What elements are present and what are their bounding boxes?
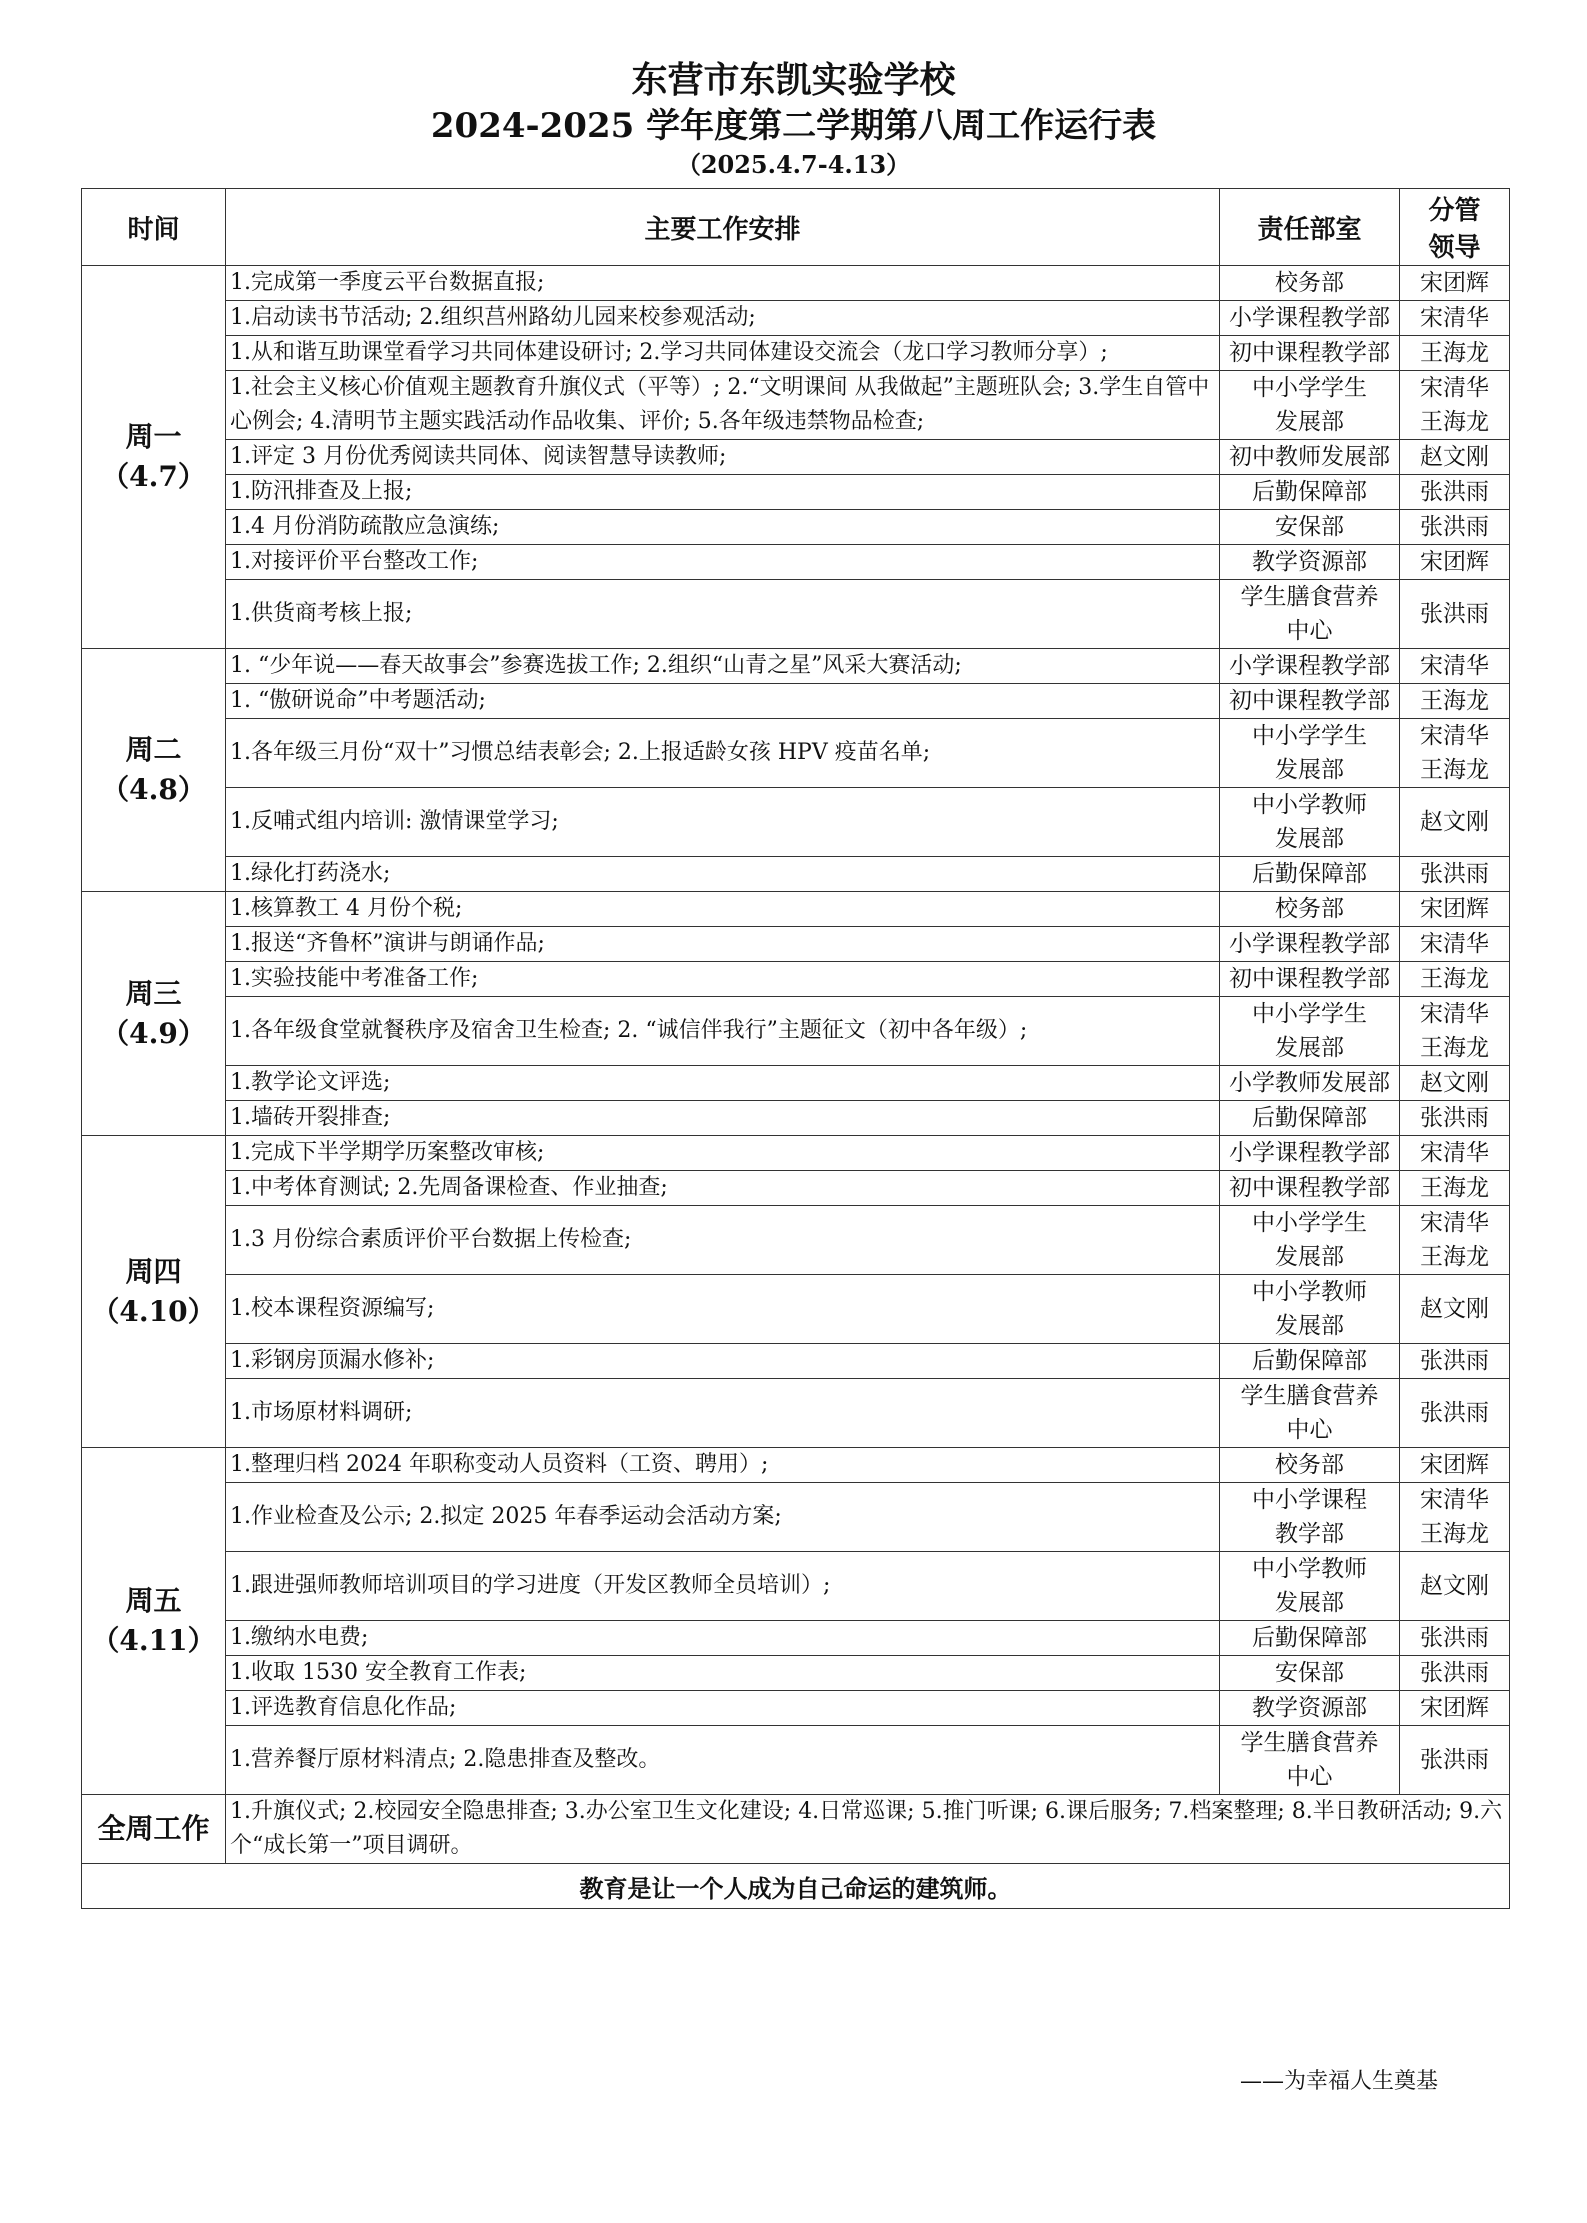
leader-line: 宋清华 [1420, 1001, 1489, 1027]
dept-cell [1220, 962, 1400, 997]
table-row [82, 684, 1510, 719]
leader-line: 王海龙 [1420, 1521, 1489, 1547]
leader-line: 王海龙 [1420, 1035, 1489, 1061]
leader-cell [1400, 1066, 1510, 1101]
schedule-body [82, 266, 1510, 1909]
leader-cell [1400, 719, 1510, 788]
leader-line: 宋清华 [1420, 375, 1489, 401]
task-cell: 1.彩钢房顶漏水修补; [226, 1344, 1220, 1379]
table-row [82, 336, 1510, 371]
col-header-time: 时间 [82, 189, 226, 266]
dept-cell [1220, 371, 1400, 440]
dept-cell [1220, 510, 1400, 545]
day-cell [82, 266, 226, 649]
dept-line: 发展部 [1275, 1244, 1344, 1270]
col-header-leader [1400, 189, 1510, 266]
leader-cell [1400, 266, 1510, 301]
table-row [82, 580, 1510, 649]
day-cell [82, 1136, 226, 1448]
table-row [82, 1171, 1510, 1206]
leader-cell [1400, 440, 1510, 475]
leader-line: 张洪雨 [1420, 514, 1489, 540]
day-date: （4.10） [91, 1294, 216, 1328]
table-row [82, 545, 1510, 580]
leader-cell [1400, 510, 1510, 545]
leader-cell [1400, 1726, 1510, 1795]
leader-cell [1400, 475, 1510, 510]
dept-cell [1220, 1066, 1400, 1101]
table-row [82, 1621, 1510, 1656]
dept-line: 小学课程教学部 [1229, 305, 1390, 331]
dept-line: 中小学学生 [1252, 1210, 1367, 1236]
leader-line: 宋清华 [1420, 653, 1489, 679]
leader-line: 王海龙 [1420, 1244, 1489, 1270]
leader-line: 宋清华 [1420, 305, 1489, 331]
dept-cell [1220, 892, 1400, 927]
dept-line: 小学课程教学部 [1229, 931, 1390, 957]
task-cell: 1.评定 3 月份优秀阅读共同体、阅读智慧导读教师; [226, 440, 1220, 475]
task-cell: 1.4 月份消防疏散应急演练; [226, 510, 1220, 545]
dept-line: 中小学教师 [1252, 1556, 1367, 1582]
table-row [82, 1726, 1510, 1795]
day-date: （4.11） [91, 1624, 216, 1657]
dept-cell [1220, 857, 1400, 892]
dept-line: 中小学教师 [1252, 1279, 1367, 1305]
day-label: 周三 [125, 976, 182, 1010]
day-date: （4.8） [101, 773, 206, 806]
leader-cell [1400, 1691, 1510, 1726]
task-cell: 1.教学论文评选; [226, 1066, 1220, 1101]
col-header-dept: 责任部室 [1220, 189, 1400, 266]
leader-line: 张洪雨 [1420, 1105, 1489, 1131]
dept-cell [1220, 1206, 1400, 1275]
leader-cell [1400, 336, 1510, 371]
leader-line: 宋清华 [1420, 931, 1489, 957]
leader-line: 宋清华 [1420, 1140, 1489, 1166]
task-cell: 1.绿化打药浇水; [226, 857, 1220, 892]
dept-cell [1220, 440, 1400, 475]
dept-cell [1220, 1448, 1400, 1483]
leader-cell [1400, 1483, 1510, 1552]
dept-cell [1220, 1275, 1400, 1344]
task-cell: 1.收取 1530 安全教育工作表; [226, 1656, 1220, 1691]
dept-cell [1220, 1656, 1400, 1691]
table-row [82, 475, 1510, 510]
leader-header-line: 领导 [1428, 233, 1481, 263]
dept-line: 中小学学生 [1252, 723, 1367, 749]
leader-line: 赵文刚 [1420, 1296, 1489, 1322]
dept-line: 发展部 [1275, 1313, 1344, 1339]
task-cell: 1.报送“齐鲁杯”演讲与朗诵作品; [226, 927, 1220, 962]
task-cell: 1.核算教工 4 月份个税; [226, 892, 1220, 927]
leader-line: 王海龙 [1420, 1175, 1489, 1201]
dept-cell [1220, 1691, 1400, 1726]
table-row [82, 266, 1510, 301]
leader-line: 赵文刚 [1420, 1070, 1489, 1096]
leader-cell [1400, 649, 1510, 684]
leader-line: 张洪雨 [1420, 1400, 1489, 1426]
leader-line: 王海龙 [1420, 757, 1489, 783]
task-cell: 1.整理归档 2024 年职称变动人员资料（工资、聘用）; [226, 1448, 1220, 1483]
dept-cell [1220, 580, 1400, 649]
leader-line: 赵文刚 [1420, 444, 1489, 470]
leader-cell [1400, 1448, 1510, 1483]
dept-line: 教学部 [1275, 1521, 1344, 1547]
leader-cell [1400, 1656, 1510, 1691]
dept-line: 发展部 [1275, 1590, 1344, 1616]
day-label: 周五 [125, 1584, 182, 1617]
leader-line: 宋团辉 [1420, 896, 1489, 922]
week-work-row [82, 1795, 1510, 1864]
col-header-work: 主要工作安排 [226, 189, 1220, 266]
leader-cell [1400, 684, 1510, 719]
day-date: （4.9） [101, 1016, 206, 1050]
dept-cell [1220, 927, 1400, 962]
dept-cell [1220, 1136, 1400, 1171]
table-row [82, 962, 1510, 997]
leader-cell [1400, 857, 1510, 892]
leader-line: 宋团辉 [1420, 1695, 1489, 1721]
task-cell: 1.实验技能中考准备工作; [226, 962, 1220, 997]
dept-line: 中心 [1286, 618, 1333, 644]
dept-line: 教学资源部 [1252, 1695, 1367, 1721]
leader-line: 宋清华 [1420, 1210, 1489, 1236]
schedule-table [81, 188, 1510, 1909]
leader-line: 张洪雨 [1420, 1747, 1489, 1773]
dept-cell [1220, 719, 1400, 788]
task-cell: 1.供货商考核上报; [226, 580, 1220, 649]
table-row [82, 857, 1510, 892]
dept-cell [1220, 336, 1400, 371]
table-row [82, 1448, 1510, 1483]
dept-cell [1220, 684, 1400, 719]
leader-cell [1400, 301, 1510, 336]
table-row [82, 649, 1510, 684]
leader-line: 王海龙 [1420, 966, 1489, 992]
dept-line: 小学课程教学部 [1229, 1140, 1390, 1166]
leader-cell [1400, 1136, 1510, 1171]
leader-line: 王海龙 [1420, 340, 1489, 366]
dept-line: 发展部 [1275, 1035, 1344, 1061]
leader-line: 宋团辉 [1420, 1452, 1489, 1478]
table-row [82, 1066, 1510, 1101]
dept-line: 初中教师发展部 [1229, 444, 1390, 470]
dept-line: 中心 [1286, 1417, 1333, 1443]
motto-row [82, 1864, 1510, 1909]
dept-line: 初中课程教学部 [1229, 688, 1390, 714]
dept-line: 安保部 [1275, 514, 1344, 540]
dept-line: 后勤保障部 [1252, 1348, 1367, 1374]
day-label: 周二 [125, 733, 182, 766]
dept-cell [1220, 1344, 1400, 1379]
dept-line: 中小学课程 [1252, 1487, 1367, 1513]
task-cell: 1.评选教育信息化作品; [226, 1691, 1220, 1726]
leader-cell [1400, 371, 1510, 440]
leader-cell [1400, 1552, 1510, 1621]
leader-cell [1400, 545, 1510, 580]
dept-line: 中小学教师 [1252, 792, 1367, 818]
task-cell: 1.从和谐互助课堂看学习共同体建设研讨; 2.学习共同体建设交流会（龙口学习教师分享）; [226, 336, 1220, 371]
leader-cell [1400, 997, 1510, 1066]
leader-line: 张洪雨 [1420, 479, 1489, 505]
table-row [82, 1552, 1510, 1621]
leader-line: 张洪雨 [1420, 1660, 1489, 1686]
dept-line: 中心 [1286, 1764, 1333, 1790]
task-cell: 1.作业检查及公示; 2.拟定 2025 年春季运动会活动方案; [226, 1483, 1220, 1552]
dept-cell [1220, 649, 1400, 684]
leader-cell [1400, 1344, 1510, 1379]
tagline: ——为幸福人生奠基 [1240, 2069, 1439, 2094]
dept-cell [1220, 1379, 1400, 1448]
dept-line: 发展部 [1275, 757, 1344, 783]
table-row [82, 1136, 1510, 1171]
dept-line: 教学资源部 [1252, 549, 1367, 575]
table-row [82, 927, 1510, 962]
leader-line: 王海龙 [1420, 409, 1489, 435]
dept-line: 初中课程教学部 [1229, 340, 1390, 366]
dept-line: 校务部 [1275, 896, 1344, 922]
motto-text: 教育是让一个人成为自己命运的建筑师。 [82, 1864, 1510, 1909]
dept-cell [1220, 788, 1400, 857]
dept-line: 初中课程教学部 [1229, 966, 1390, 992]
task-cell: 1. “少年说——春天故事会”参赛选拔工作; 2.组织“山青之星”风采大赛活动; [226, 649, 1220, 684]
dept-line: 学生膳食营养 [1240, 584, 1379, 610]
table-row [82, 719, 1510, 788]
dept-line: 小学教师发展部 [1229, 1070, 1390, 1096]
table-row [82, 997, 1510, 1066]
page-title: 2024-2025 学年度第二学期第八周工作运行表 [430, 106, 1157, 146]
table-row [82, 1101, 1510, 1136]
task-cell: 1.墙砖开裂排查; [226, 1101, 1220, 1136]
table-row [82, 788, 1510, 857]
table-row [82, 440, 1510, 475]
task-cell: 1. “傲研说命”中考题活动; [226, 684, 1220, 719]
task-cell: 1.完成第一季度云平台数据直报; [226, 266, 1220, 301]
table-row [82, 1379, 1510, 1448]
leader-line: 宋清华 [1420, 723, 1489, 749]
dept-line: 后勤保障部 [1252, 479, 1367, 505]
dept-line: 发展部 [1275, 826, 1344, 852]
day-label: 周四 [125, 1254, 182, 1288]
dept-line: 初中课程教学部 [1229, 1175, 1390, 1201]
day-cell [82, 892, 226, 1136]
table-row [82, 1656, 1510, 1691]
dept-line: 中小学学生 [1252, 1001, 1367, 1027]
task-cell: 1.校本课程资源编写; [226, 1275, 1220, 1344]
task-cell: 1.启动读书节活动; 2.组织莒州路幼儿园来校参观活动; [226, 301, 1220, 336]
dept-line: 后勤保障部 [1252, 861, 1367, 887]
table-row [82, 510, 1510, 545]
leader-line: 赵文刚 [1420, 1573, 1489, 1599]
leader-line: 宋团辉 [1420, 270, 1489, 296]
dept-cell [1220, 1483, 1400, 1552]
dept-cell [1220, 1621, 1400, 1656]
leader-cell [1400, 788, 1510, 857]
day-cell [82, 1448, 226, 1795]
task-cell: 1.防汛排查及上报; [226, 475, 1220, 510]
leader-cell [1400, 962, 1510, 997]
table-row [82, 301, 1510, 336]
dept-cell [1220, 1726, 1400, 1795]
task-cell: 1.社会主义核心价值观主题教育升旗仪式（平等）; 2.“文明课间 从我做起”主题班队会; 3.学生自管中心例会; 4.清明节主题实践活动作品收集、评价; 5.各年级违禁物品检查; [226, 371, 1220, 440]
leader-line: 张洪雨 [1420, 861, 1489, 887]
leader-cell [1400, 1621, 1510, 1656]
date-range: （2025.4.7-4.13） [676, 150, 911, 179]
task-cell: 1.完成下半学期学历案整改审核; [226, 1136, 1220, 1171]
dept-line: 校务部 [1275, 270, 1344, 296]
dept-line: 校务部 [1275, 1452, 1344, 1478]
leader-cell [1400, 1171, 1510, 1206]
leader-line: 张洪雨 [1420, 1348, 1489, 1374]
task-cell: 1.3 月份综合素质评价平台数据上传检查; [226, 1206, 1220, 1275]
dept-cell [1220, 1171, 1400, 1206]
leader-line: 张洪雨 [1420, 1625, 1489, 1651]
table-row [82, 371, 1510, 440]
task-cell: 1.各年级三月份“双十”习惯总结表彰会; 2.上报适龄女孩 HPV 疫苗名单; [226, 719, 1220, 788]
task-cell: 1.对接评价平台整改工作; [226, 545, 1220, 580]
day-label: 周一 [125, 420, 182, 453]
dept-line: 学生膳食营养 [1240, 1730, 1379, 1756]
leader-line: 宋团辉 [1420, 549, 1489, 575]
task-cell: 1.中考体育测试; 2.先周备课检查、作业抽查; [226, 1171, 1220, 1206]
dept-cell [1220, 301, 1400, 336]
day-cell [82, 649, 226, 892]
leader-cell [1400, 580, 1510, 649]
dept-cell [1220, 1552, 1400, 1621]
leader-line: 王海龙 [1420, 688, 1489, 714]
dept-cell [1220, 475, 1400, 510]
leader-header-line: 分管 [1428, 196, 1481, 226]
dept-cell [1220, 266, 1400, 301]
table-row [82, 1483, 1510, 1552]
table-row [82, 1691, 1510, 1726]
leader-cell [1400, 1275, 1510, 1344]
day-date: （4.7） [101, 460, 206, 493]
dept-line: 安保部 [1275, 1660, 1344, 1686]
dept-line: 小学课程教学部 [1229, 653, 1390, 679]
task-cell: 1.跟进强师教师培训项目的学习进度（开发区教师全员培训）; [226, 1552, 1220, 1621]
table-row [82, 1206, 1510, 1275]
leader-cell [1400, 927, 1510, 962]
dept-line: 后勤保障部 [1252, 1625, 1367, 1651]
task-cell: 1.缴纳水电费; [226, 1621, 1220, 1656]
task-cell: 1.反哺式组内培训: 激情课堂学习; [226, 788, 1220, 857]
leader-cell [1400, 1206, 1510, 1275]
table-row [82, 1344, 1510, 1379]
school-name: 东营市东凯实验学校 [631, 59, 956, 101]
dept-line: 中小学学生 [1252, 375, 1367, 401]
dept-line: 后勤保障部 [1252, 1105, 1367, 1131]
dept-cell [1220, 545, 1400, 580]
dept-line: 学生膳食营养 [1240, 1383, 1379, 1409]
task-cell: 1.各年级食堂就餐秩序及宿舍卫生检查; 2. “诚信伴我行”主题征文（初中各年级）; [226, 997, 1220, 1066]
leader-cell [1400, 1379, 1510, 1448]
dept-line: 发展部 [1275, 409, 1344, 435]
leader-line: 赵文刚 [1420, 809, 1489, 835]
task-cell: 1.市场原材料调研; [226, 1379, 1220, 1448]
dept-cell [1220, 1101, 1400, 1136]
week-work-text: 1.升旗仪式; 2.校园安全隐患排查; 3.办公室卫生文化建设; 4.日常巡课; 5.推门听课; 6.课后服务; 7.档案整理; 8.半日教研活动; 9.六个“成长第一”项目调研。 [226, 1795, 1510, 1864]
leader-cell [1400, 892, 1510, 927]
week-work-label: 全周工作 [82, 1795, 226, 1864]
task-cell: 1.营养餐厅原材料清点; 2.隐患排查及整改。 [226, 1726, 1220, 1795]
leader-line: 宋清华 [1420, 1487, 1489, 1513]
table-row [82, 1275, 1510, 1344]
leader-cell [1400, 1101, 1510, 1136]
header-row [82, 189, 1510, 266]
dept-cell [1220, 997, 1400, 1066]
table-row [82, 892, 1510, 927]
leader-line: 张洪雨 [1420, 601, 1489, 627]
